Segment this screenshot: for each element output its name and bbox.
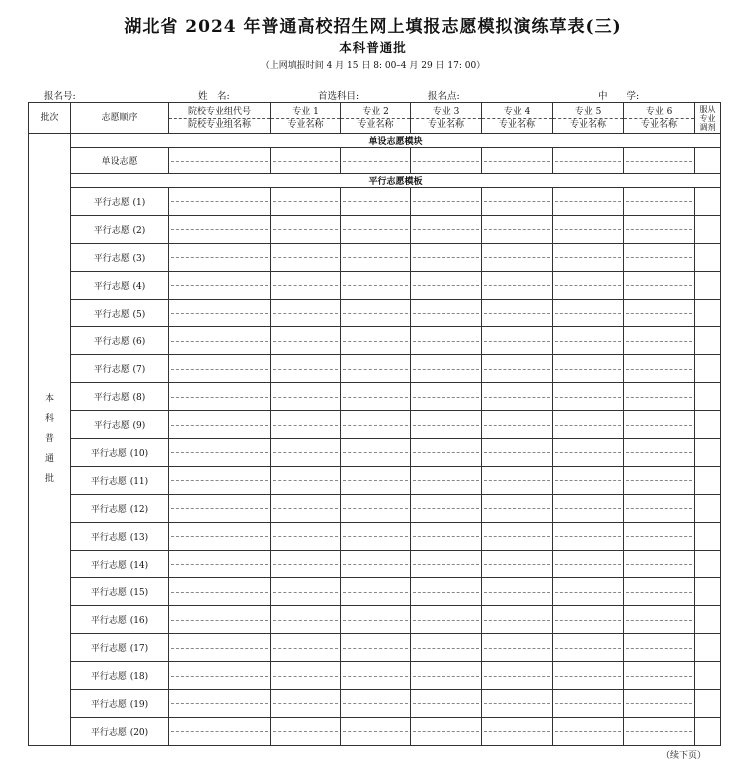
major-input-cell[interactable] [271, 215, 341, 243]
major-input-cell[interactable] [411, 411, 482, 439]
major-input-cell[interactable] [624, 578, 695, 606]
major-input-cell[interactable] [341, 690, 411, 718]
major-input-cell[interactable] [482, 578, 553, 606]
header-row [29, 103, 721, 134]
major-input-cell[interactable] [482, 411, 553, 439]
adjust-input-cell[interactable] [695, 188, 721, 216]
parallel-volunteer-label: 平行志愿 (15) [71, 578, 169, 606]
major-input-cell[interactable] [553, 188, 624, 216]
major-input-cell[interactable] [411, 148, 482, 174]
form-subtitle: 本科普通批 [339, 40, 407, 55]
major-input-cell[interactable] [341, 411, 411, 439]
parallel-volunteer-row [29, 662, 721, 690]
group-name-header: 院校专业组名称 [169, 118, 270, 131]
group-input-cell[interactable] [169, 299, 271, 327]
major-input-cell[interactable] [553, 550, 624, 578]
major-input-cell[interactable] [411, 690, 482, 718]
major-5-label: 专业 5 [574, 106, 602, 117]
major-1-header [271, 103, 341, 134]
major-4-label: 专业 4 [503, 106, 531, 117]
school-label: 中 学: [598, 91, 640, 102]
parallel-volunteer-row [29, 578, 721, 606]
parallel-volunteer-row [29, 690, 721, 718]
adjust-input-cell[interactable] [695, 550, 721, 578]
adjust-input-cell[interactable] [695, 271, 721, 299]
major-input-cell[interactable] [341, 494, 411, 522]
major-name-label: 专业名称 [482, 118, 552, 131]
major-input-cell[interactable] [624, 690, 695, 718]
major-input-cell[interactable] [624, 299, 695, 327]
parallel-volunteer-row [29, 383, 721, 411]
adjust-input-cell[interactable] [695, 717, 721, 745]
group-input-cell[interactable] [169, 494, 271, 522]
adjust-input-cell[interactable] [695, 494, 721, 522]
parallel-volunteer-row [29, 243, 721, 271]
parallel-volunteer-label: 平行志愿 (8) [71, 383, 169, 411]
group-code-header: 院校专业组代号 [187, 106, 251, 117]
major-name-label: 专业名称 [411, 118, 481, 131]
major-input-cell[interactable] [482, 271, 553, 299]
major-input-cell[interactable] [271, 578, 341, 606]
adjust-input-cell[interactable] [695, 522, 721, 550]
adjust-input-cell[interactable] [695, 634, 721, 662]
major-input-cell[interactable] [411, 466, 482, 494]
group-header [169, 103, 271, 134]
major-input-cell[interactable] [341, 606, 411, 634]
major-2-label: 专业 2 [362, 106, 389, 117]
batch-char: 通 [44, 454, 54, 465]
adjust-input-cell[interactable] [695, 662, 721, 690]
major-input-cell[interactable] [482, 188, 553, 216]
major-input-cell[interactable] [482, 634, 553, 662]
group-input-cell[interactable] [169, 188, 271, 216]
parallel-volunteer-row [29, 327, 721, 355]
parallel-volunteer-label: 平行志愿 (16) [71, 606, 169, 634]
adjust-input-cell[interactable] [695, 578, 721, 606]
major-input-cell[interactable] [553, 578, 624, 606]
major-input-cell[interactable] [271, 148, 341, 174]
major-4-header [482, 103, 553, 134]
major-input-cell[interactable] [482, 327, 553, 355]
major-input-cell[interactable] [411, 355, 482, 383]
major-name-label: 专业名称 [271, 118, 340, 131]
parallel-volunteer-row [29, 299, 721, 327]
major-input-cell[interactable] [411, 243, 482, 271]
major-input-cell[interactable] [271, 466, 341, 494]
major-input-cell[interactable] [624, 148, 695, 174]
major-input-cell[interactable] [624, 439, 695, 467]
major-input-cell[interactable] [482, 439, 553, 467]
adjust-input-cell[interactable] [695, 439, 721, 467]
major-input-cell[interactable] [271, 355, 341, 383]
group-input-cell[interactable] [169, 606, 271, 634]
single-module-row [29, 134, 721, 148]
major-input-cell[interactable] [341, 522, 411, 550]
major-input-cell[interactable] [341, 188, 411, 216]
parallel-volunteer-label: 平行志愿 (17) [71, 634, 169, 662]
parallel-volunteer-label: 平行志愿 (1) [71, 188, 169, 216]
group-input-cell[interactable] [169, 550, 271, 578]
adjust-input-cell[interactable] [695, 243, 721, 271]
group-input-cell[interactable] [169, 634, 271, 662]
group-input-cell[interactable] [169, 355, 271, 383]
parallel-volunteer-label: 平行志愿 (2) [71, 215, 169, 243]
name-label: 姓 名: [198, 91, 230, 102]
major-input-cell[interactable] [271, 494, 341, 522]
major-name-label: 专业名称 [341, 118, 410, 131]
major-input-cell[interactable] [271, 717, 341, 745]
major-input-cell[interactable] [624, 662, 695, 690]
adjust-input-cell[interactable] [695, 327, 721, 355]
major-input-cell[interactable] [553, 690, 624, 718]
parallel-volunteer-row [29, 494, 721, 522]
major-input-cell[interactable] [624, 383, 695, 411]
major-6-label: 专业 6 [645, 106, 673, 117]
form-title: 湖北省 2024 年普通高校招生网上填报志愿模拟演练草表(三) [124, 17, 622, 37]
major-input-cell[interactable] [341, 634, 411, 662]
major-input-cell[interactable] [341, 439, 411, 467]
major-input-cell[interactable] [411, 188, 482, 216]
major-input-cell[interactable] [624, 271, 695, 299]
parallel-volunteer-row [29, 215, 721, 243]
major-input-cell[interactable] [553, 243, 624, 271]
reg-no-label: 报名号: [44, 91, 76, 102]
major-input-cell[interactable] [553, 662, 624, 690]
major-input-cell[interactable] [553, 606, 624, 634]
filing-time-note: （上网填报时间 4 月 15 日 8: 00–4 月 29 日 17: 00） [260, 61, 486, 71]
major-input-cell[interactable] [411, 662, 482, 690]
parallel-module-title: 平行志愿模板 [71, 174, 721, 188]
parallel-volunteer-label: 平行志愿 (13) [71, 522, 169, 550]
parallel-volunteer-row [29, 466, 721, 494]
adjust-input-cell[interactable] [695, 148, 721, 174]
major-input-cell[interactable] [341, 355, 411, 383]
major-name-label: 专业名称 [553, 118, 623, 131]
major-input-cell[interactable] [624, 411, 695, 439]
group-input-cell[interactable] [169, 271, 271, 299]
adjust-input-cell[interactable] [695, 215, 721, 243]
major-input-cell[interactable] [482, 662, 553, 690]
batch-char: 普 [44, 434, 54, 445]
parallel-volunteer-label: 平行志愿 (9) [71, 411, 169, 439]
major-input-cell[interactable] [553, 439, 624, 467]
major-input-cell[interactable] [624, 188, 695, 216]
adjust-input-cell[interactable] [695, 466, 721, 494]
volunteer-form-table [28, 102, 721, 746]
major-input-cell[interactable] [482, 215, 553, 243]
major-input-cell[interactable] [341, 271, 411, 299]
major-input-cell[interactable] [341, 327, 411, 355]
major-input-cell[interactable] [482, 148, 553, 174]
major-input-cell[interactable] [553, 494, 624, 522]
parallel-volunteer-row [29, 634, 721, 662]
group-input-cell[interactable] [169, 411, 271, 439]
major-input-cell[interactable] [341, 578, 411, 606]
major-input-cell[interactable] [624, 355, 695, 383]
major-input-cell[interactable] [411, 550, 482, 578]
major-input-cell[interactable] [553, 148, 624, 174]
major-3-header [411, 103, 482, 134]
major-input-cell[interactable] [553, 327, 624, 355]
parallel-volunteer-label: 平行志愿 (4) [71, 271, 169, 299]
major-input-cell[interactable] [341, 243, 411, 271]
major-input-cell[interactable] [553, 522, 624, 550]
major-input-cell[interactable] [271, 327, 341, 355]
major-input-cell[interactable] [482, 494, 553, 522]
group-input-cell[interactable] [169, 383, 271, 411]
major-input-cell[interactable] [271, 634, 341, 662]
single-volunteer-label: 单设志愿 [71, 148, 169, 174]
adjust-input-cell[interactable] [695, 383, 721, 411]
major-input-cell[interactable] [271, 606, 341, 634]
major-input-cell[interactable] [482, 690, 553, 718]
batch-char: 科 [44, 414, 54, 425]
parallel-volunteer-row [29, 411, 721, 439]
parallel-volunteer-label: 平行志愿 (14) [71, 550, 169, 578]
major-input-cell[interactable] [624, 243, 695, 271]
major-input-cell[interactable] [624, 634, 695, 662]
major-input-cell[interactable] [411, 634, 482, 662]
major-input-cell[interactable] [482, 355, 553, 383]
major-input-cell[interactable] [271, 690, 341, 718]
major-2-header [341, 103, 411, 134]
major-input-cell[interactable] [482, 522, 553, 550]
major-input-cell[interactable] [341, 148, 411, 174]
major-input-cell[interactable] [553, 466, 624, 494]
adjust-label-2: 专业 [699, 113, 716, 123]
major-input-cell[interactable] [411, 439, 482, 467]
major-input-cell[interactable] [624, 717, 695, 745]
major-input-cell[interactable] [271, 662, 341, 690]
major-input-cell[interactable] [271, 522, 341, 550]
major-input-cell[interactable] [411, 271, 482, 299]
major-input-cell[interactable] [271, 411, 341, 439]
major-input-cell[interactable] [553, 411, 624, 439]
parallel-volunteer-label: 平行志愿 (20) [71, 717, 169, 745]
adjust-header [695, 103, 721, 134]
single-volunteer-row [29, 148, 721, 174]
single-module-title: 单设志愿模块 [71, 134, 721, 148]
major-input-cell[interactable] [482, 717, 553, 745]
parallel-volunteer-row [29, 717, 721, 745]
major-input-cell[interactable] [271, 439, 341, 467]
major-input-cell[interactable] [482, 606, 553, 634]
major-input-cell[interactable] [271, 550, 341, 578]
major-input-cell[interactable] [411, 522, 482, 550]
major-input-cell[interactable] [624, 606, 695, 634]
major-3-label: 专业 3 [432, 106, 460, 117]
major-input-cell[interactable] [271, 383, 341, 411]
group-input-cell[interactable] [169, 215, 271, 243]
group-input-cell[interactable] [169, 148, 271, 174]
adjust-input-cell[interactable] [695, 355, 721, 383]
major-input-cell[interactable] [482, 466, 553, 494]
group-input-cell[interactable] [169, 578, 271, 606]
adjust-label-1: 服从 [699, 104, 716, 114]
major-input-cell[interactable] [553, 634, 624, 662]
group-input-cell[interactable] [169, 662, 271, 690]
major-input-cell[interactable] [624, 550, 695, 578]
group-input-cell[interactable] [169, 522, 271, 550]
major-input-cell[interactable] [411, 578, 482, 606]
major-input-cell[interactable] [341, 299, 411, 327]
batch-cell [29, 134, 71, 746]
major-input-cell[interactable] [411, 717, 482, 745]
parallel-volunteer-label: 平行志愿 (3) [71, 243, 169, 271]
major-input-cell[interactable] [553, 355, 624, 383]
parallel-volunteer-row [29, 550, 721, 578]
parallel-volunteer-row [29, 522, 721, 550]
parallel-volunteer-row [29, 271, 721, 299]
parallel-volunteer-label: 平行志愿 (5) [71, 299, 169, 327]
group-input-cell[interactable] [169, 327, 271, 355]
major-input-cell[interactable] [482, 550, 553, 578]
major-input-cell[interactable] [624, 522, 695, 550]
major-input-cell[interactable] [482, 243, 553, 271]
major-input-cell[interactable] [341, 662, 411, 690]
adjust-label-3: 调剂 [699, 122, 716, 132]
group-input-cell[interactable] [169, 466, 271, 494]
parallel-volunteer-label: 平行志愿 (12) [71, 494, 169, 522]
major-input-cell[interactable] [624, 494, 695, 522]
parallel-volunteer-row [29, 606, 721, 634]
parallel-volunteer-row [29, 188, 721, 216]
major-input-cell[interactable] [271, 188, 341, 216]
major-input-cell[interactable] [411, 327, 482, 355]
major-input-cell[interactable] [553, 383, 624, 411]
major-input-cell[interactable] [482, 383, 553, 411]
group-input-cell[interactable] [169, 690, 271, 718]
major-input-cell[interactable] [411, 606, 482, 634]
parallel-volunteer-label: 平行志愿 (6) [71, 327, 169, 355]
group-input-cell[interactable] [169, 243, 271, 271]
group-input-cell[interactable] [169, 717, 271, 745]
major-input-cell[interactable] [624, 215, 695, 243]
major-input-cell[interactable] [271, 271, 341, 299]
major-input-cell[interactable] [482, 299, 553, 327]
major-input-cell[interactable] [411, 215, 482, 243]
batch-char: 本 [44, 394, 54, 405]
major-input-cell[interactable] [553, 271, 624, 299]
major-input-cell[interactable] [411, 494, 482, 522]
major-input-cell[interactable] [341, 383, 411, 411]
batch-header: 批次 [29, 103, 71, 134]
parallel-volunteer-label: 平行志愿 (10) [71, 439, 169, 467]
major-input-cell[interactable] [341, 717, 411, 745]
parallel-volunteer-label: 平行志愿 (18) [71, 662, 169, 690]
parallel-volunteer-label: 平行志愿 (11) [71, 466, 169, 494]
major-5-header [553, 103, 624, 134]
site-label: 报名点: [428, 91, 460, 102]
parallel-module-row [29, 174, 721, 188]
group-input-cell[interactable] [169, 439, 271, 467]
major-input-cell[interactable] [624, 327, 695, 355]
major-input-cell[interactable] [624, 466, 695, 494]
order-header: 志愿顺序 [71, 103, 169, 134]
parallel-volunteer-label: 平行志愿 (7) [71, 355, 169, 383]
adjust-input-cell[interactable] [695, 690, 721, 718]
subject-label: 首选科目: [318, 91, 360, 102]
major-6-header [624, 103, 695, 134]
adjust-input-cell[interactable] [695, 411, 721, 439]
major-input-cell[interactable] [411, 299, 482, 327]
major-name-label: 专业名称 [624, 118, 694, 131]
major-input-cell[interactable] [341, 215, 411, 243]
major-input-cell[interactable] [271, 243, 341, 271]
major-input-cell[interactable] [411, 383, 482, 411]
major-input-cell[interactable] [341, 550, 411, 578]
major-input-cell[interactable] [553, 215, 624, 243]
continued-note: （续下页） [660, 751, 706, 761]
parallel-volunteer-label: 平行志愿 (19) [71, 690, 169, 718]
parallel-volunteer-row [29, 355, 721, 383]
adjust-input-cell[interactable] [695, 299, 721, 327]
parallel-volunteer-row [29, 439, 721, 467]
major-1-label: 专业 1 [292, 106, 319, 117]
major-input-cell[interactable] [553, 717, 624, 745]
major-input-cell[interactable] [271, 299, 341, 327]
adjust-input-cell[interactable] [695, 606, 721, 634]
major-input-cell[interactable] [553, 299, 624, 327]
batch-char: 批 [44, 474, 54, 485]
major-input-cell[interactable] [341, 466, 411, 494]
